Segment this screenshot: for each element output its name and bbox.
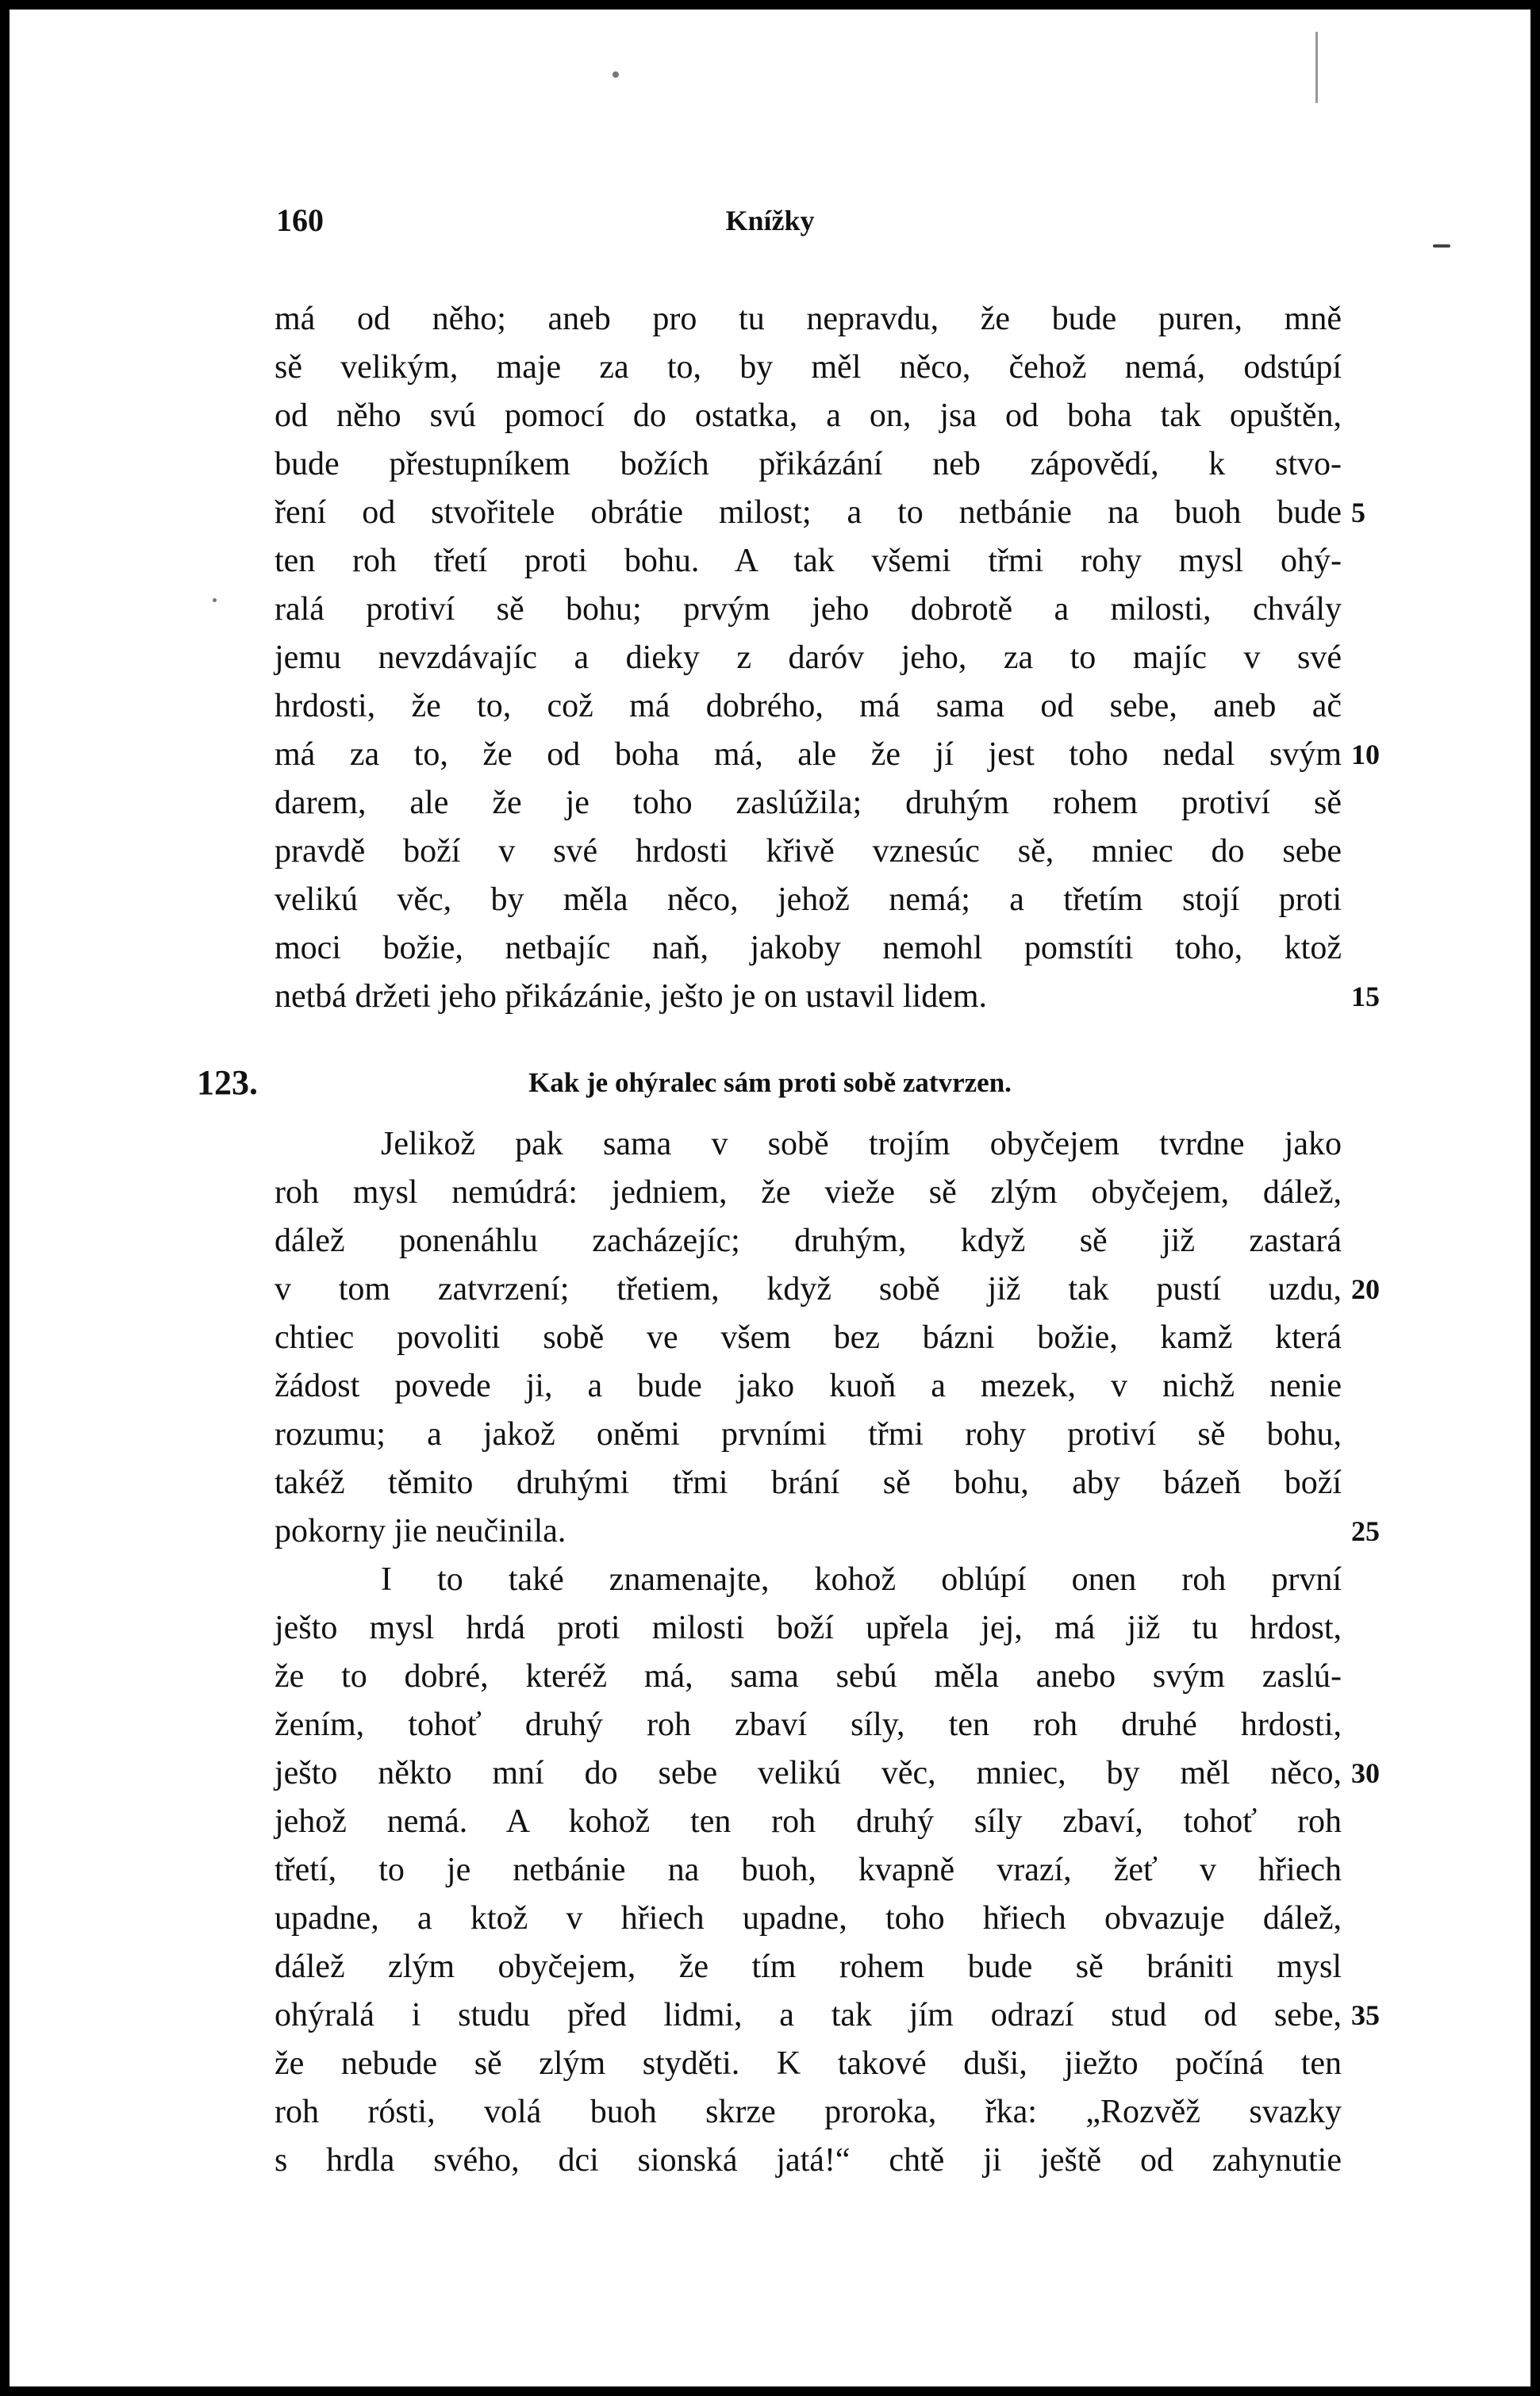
text-line: ješto mysl hrdá proti milosti boží upřela jej, má již tu hrdost, — [275, 1610, 1342, 1646]
text-line: moci božie, netbajíc naň, jakoby nemohl pomstíti toho, ktož — [275, 930, 1342, 966]
section-title: Kak je ohýralec sám proti sobě zatvrzen. — [528, 1067, 1012, 1098]
text-line: rozumu; a jakož oněmi prvními třmi rohy protiví sě bohu, — [275, 1416, 1342, 1453]
scan-speck — [613, 71, 619, 78]
scan-mark — [1315, 32, 1318, 103]
scan-speck — [1433, 244, 1450, 248]
text-line: ten roh třetí proti bohu. A tak všemi třmi rohy mysl ohý- — [275, 543, 1342, 579]
text-line: jemu nevzdávajíc a dieky z daróv jeho, za to majíc v své — [275, 639, 1342, 676]
text-line: netbá držeti jeho přikázánie, ješto je on ustavil lidem. — [275, 978, 988, 1015]
text-line: ješto někto mní do sebe velikú věc, mniec, by měl něco, — [275, 1755, 1342, 1791]
text-line: dálež zlým obyčejem, že tím rohem bude sě brániti mysl — [275, 1949, 1342, 1985]
scan-speck — [213, 598, 217, 602]
text-line: ření od stvořitele obrátie milost; a to netbánie na buoh bude — [275, 494, 1342, 531]
margin-line-number: 15 — [1351, 981, 1380, 1012]
text-line: chtiec povoliti sobě ve všem bez bázni božie, kamž která — [275, 1319, 1342, 1356]
text-line: hrdosti, že to, což má dobrého, má sama od sebe, aneb ač — [275, 688, 1342, 724]
text-line: Jelikož pak sama v sobě trojím obyčejem tvrdne jako — [381, 1126, 1342, 1162]
section-heading — [10, 1055, 1530, 1111]
page-header — [10, 197, 1530, 244]
margin-line-number: 20 — [1351, 1273, 1380, 1305]
text-line: upadne, a ktož v hřiech upadne, toho hřiech obvazuje dálež, — [275, 1900, 1342, 1937]
text-line: s hrdla svého, dci sionská jatá!“ chtě ji ještě od zahynutie — [275, 2142, 1342, 2179]
text-line: jehož nemá. A kohož ten roh druhý síly zbaví, tohoť roh — [275, 1803, 1342, 1840]
text-line: darem, ale že je toho zaslúžila; druhým rohem protiví sě — [275, 785, 1342, 821]
running-title: Knížky — [725, 205, 815, 236]
text-line: že to dobré, kteréž má, sama sebú měla anebo svým zaslú- — [275, 1658, 1342, 1695]
text-line: I to také znamenajte, kohož oblúpí onen roh první — [381, 1561, 1342, 1598]
text-line: žádost povede ji, a bude jako kuoň a mezek, v nichž nenie — [275, 1368, 1342, 1404]
text-line: takéž těmito druhými třmi brání sě bohu, aby bázeň boží — [275, 1465, 1342, 1501]
margin-line-number: 10 — [1351, 739, 1380, 770]
text-line: pravdě boží v své hrdosti křivě vznesúc sě, mniec do sebe — [275, 833, 1342, 870]
text-line: sě velikým, maje za to, by měl něco, čehož nemá, odstúpí — [275, 349, 1342, 386]
text-line: bude přestupníkem božích přikázání neb zápovědí, k stvo- — [275, 446, 1342, 482]
text-line: ohýralá i studu před lidmi, a tak jím odrazí stud od sebe, — [275, 1997, 1342, 2033]
text-line: pokorny jie neučinila. — [275, 1513, 566, 1549]
text-line: žením, tohoť druhý roh zbaví síly, ten roh druhé hrdosti, — [275, 1707, 1342, 1743]
margin-line-number: 30 — [1351, 1757, 1380, 1789]
text-line: roh rósti, volá buoh skrze proroka, řka: „Rozvěž svazky — [275, 2094, 1342, 2130]
text-line: roh mysl nemúdrá: jedniem, že vieže sě zlým obyčejem, dálež, — [275, 1174, 1342, 1211]
paragraph-continuation — [275, 295, 1342, 1021]
text-line: má od něho; aneb pro tu nepravdu, že bude puren, mně — [275, 301, 1342, 337]
text-line: že nebude sě zlým styděti. K takové duši, jiežto počíná ten — [275, 2045, 1342, 2082]
text-line: dálež ponenáhlu zacházejíc; druhým, když sě již zastará — [275, 1223, 1342, 1259]
text-line: má za to, že od boha má, ale že jí jest toho nedal svým — [275, 736, 1342, 773]
text-line: třetí, to je netbánie na buoh, kvapně vrazí, žeť v hřiech — [275, 1852, 1342, 1888]
text-line: ralá protiví sě bohu; prvým jeho dobrotě a milosti, chvály — [275, 591, 1342, 628]
margin-line-number: 35 — [1351, 1999, 1380, 2031]
section-number: 123. — [197, 1063, 258, 1102]
page-number: 160 — [276, 202, 324, 238]
paragraph — [275, 1120, 1342, 1556]
margin-line-number: 25 — [1351, 1515, 1380, 1547]
text-line: velikú věc, by měla něco, jehož nemá; a třetím stojí proti — [275, 881, 1342, 918]
text-line: od něho svú pomocí do ostatka, a on, jsa od boha tak opuštěn, — [275, 397, 1342, 434]
text-line: v tom zatvrzení; třetiem, když sobě již tak pustí uzdu, — [275, 1271, 1342, 1307]
margin-line-number: 5 — [1351, 497, 1365, 528]
book-page — [10, 10, 1530, 2386]
paragraph — [275, 1556, 1342, 2185]
